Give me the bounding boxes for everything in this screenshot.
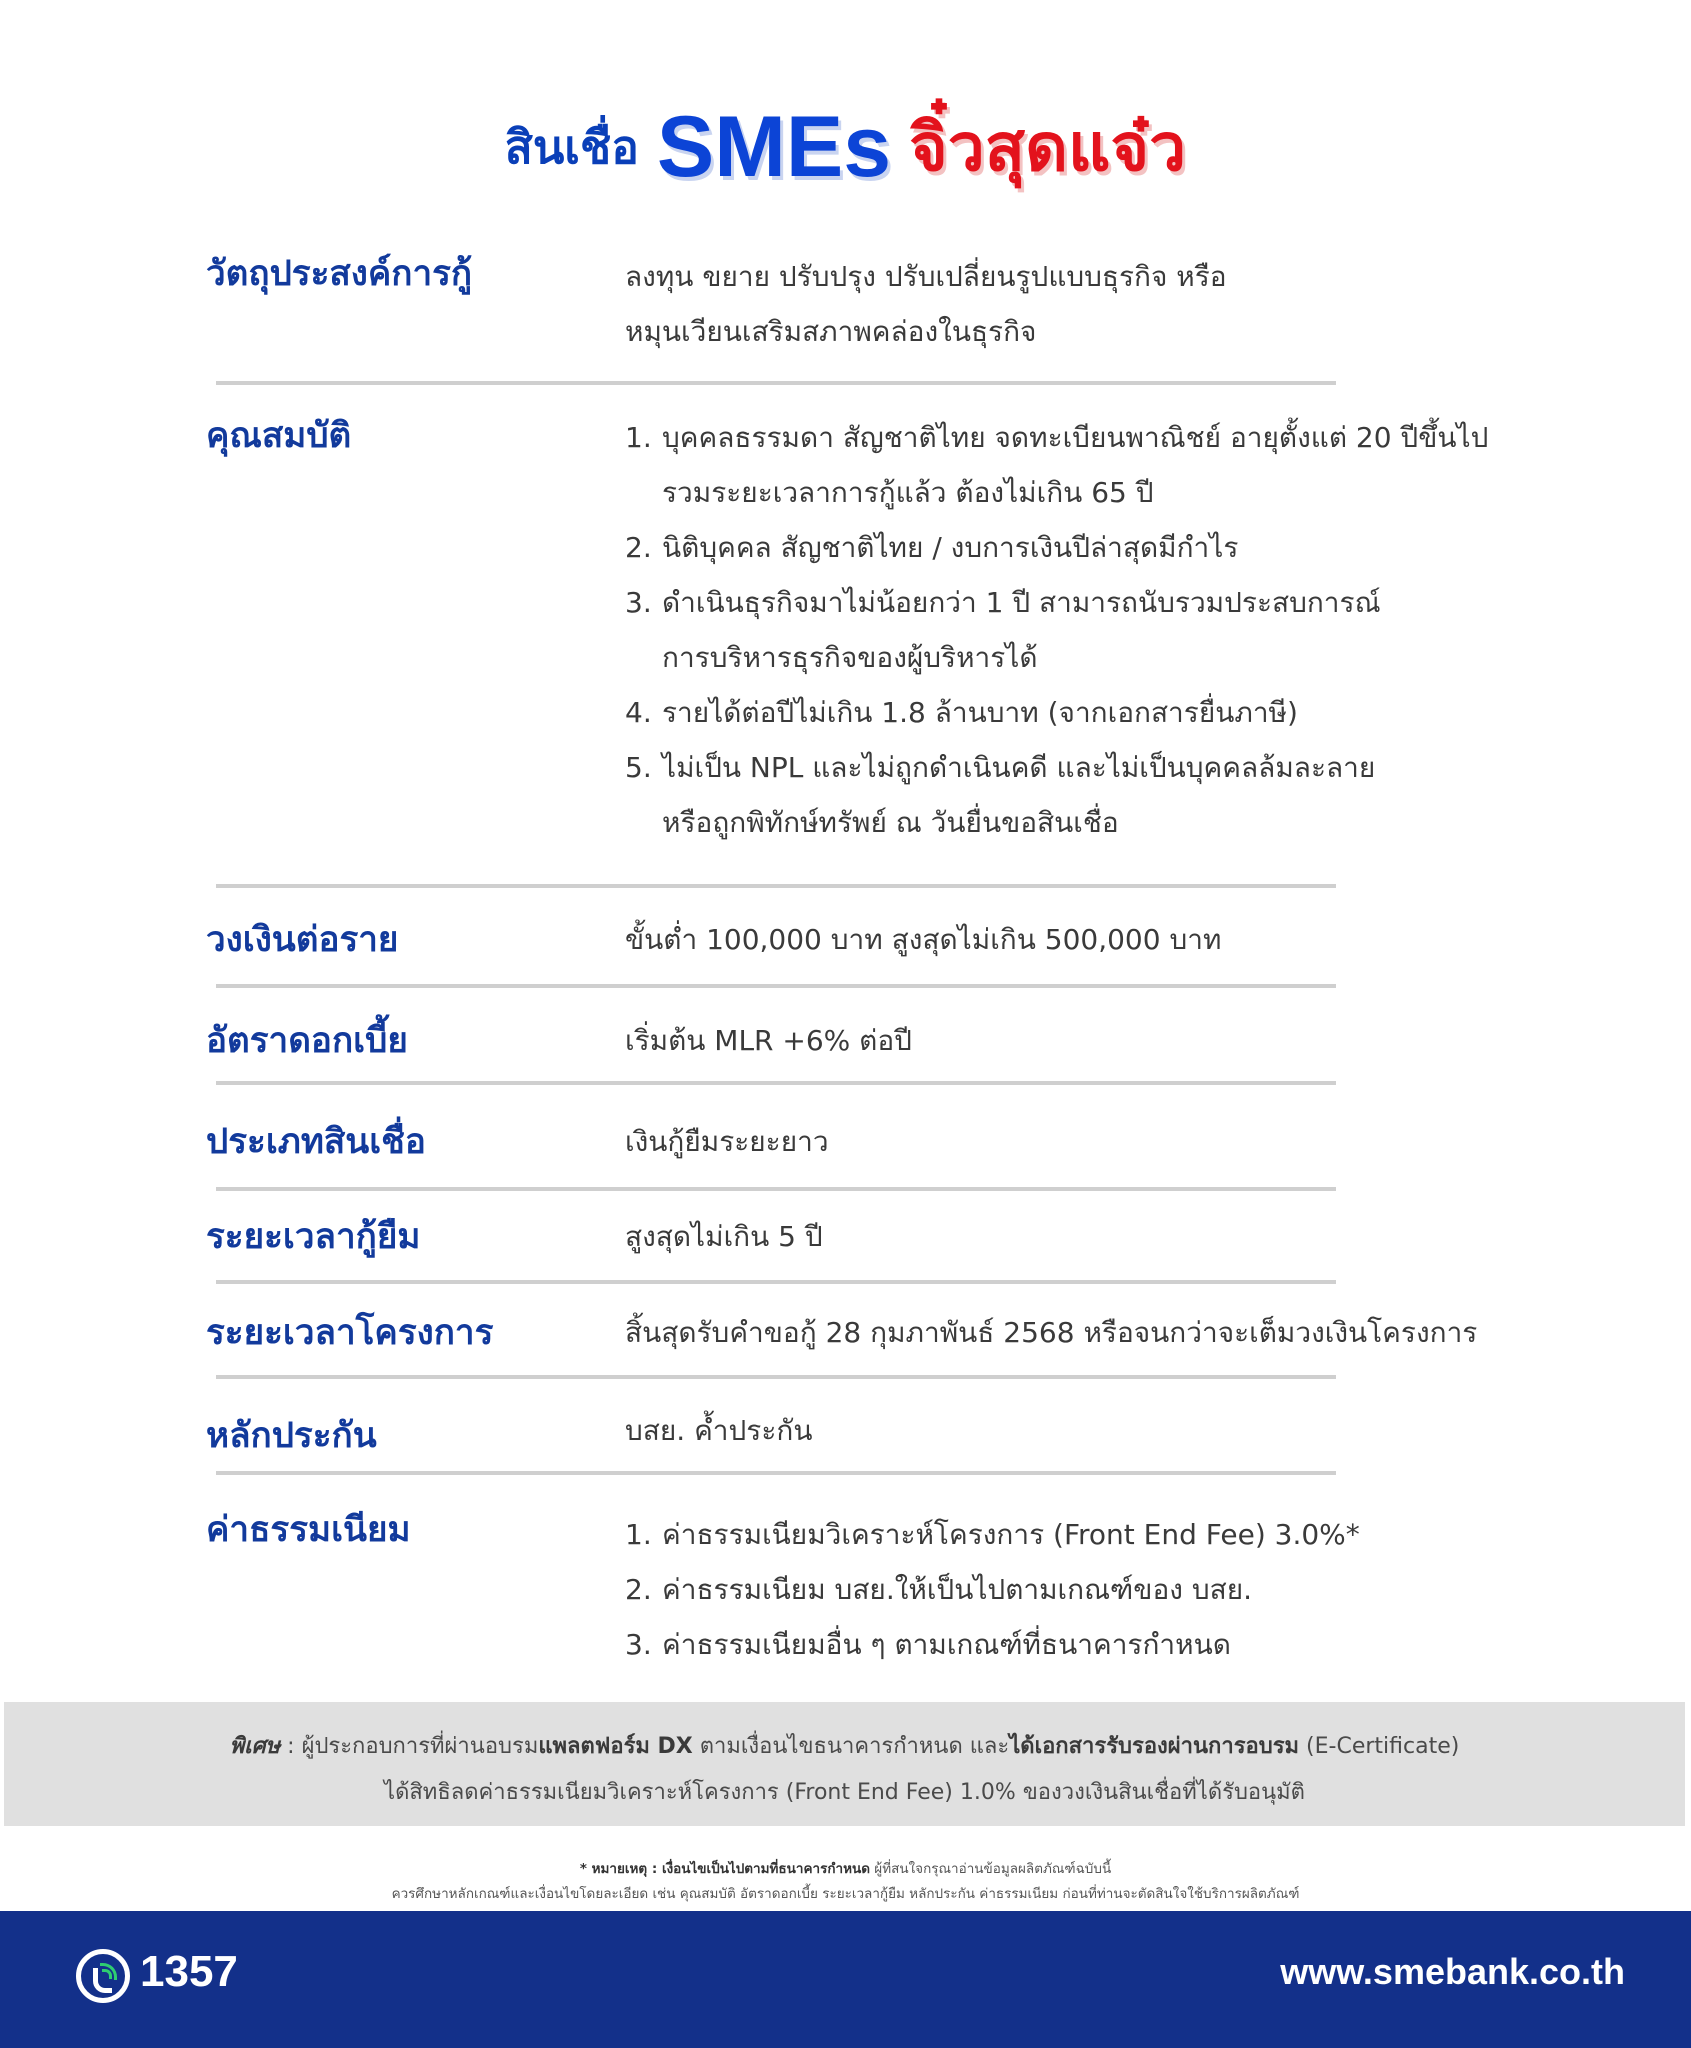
page-title [0,95,1691,200]
divider [216,1280,1336,1284]
item-line: ค่าธรรมเนียมวิเคราะห์โครงการ (Front End Fee) 3.0%* [662,1518,1360,1551]
divider [216,381,1336,385]
special-label: พิเศษ [229,1734,281,1759]
item-line: รายได้ต่อปีไม่เกิน 1.8 ล้านบาท (จากเอกสารยื่นภาษี) [662,696,1298,729]
item-line: การบริหารธุรกิจของผู้บริหารได้ [662,641,1038,674]
phone-call-icon [76,1949,130,2003]
item-line: ไม่เป็น NPL และไม่ถูกดำเนินคดี และไม่เป็นบุคคลล้มละลาย [662,751,1376,784]
title-smes: SMEs [656,99,892,195]
footnote-line-1 [0,1857,1691,1879]
value-collateral: บสย. ค้ำประกัน [625,1414,813,1447]
divider [216,984,1336,988]
value-fees [625,1507,1360,1672]
item-number: 1. [625,1518,652,1551]
divider [216,884,1336,888]
divider [216,1471,1336,1475]
label-fees: ค่าธรรมเนียม [206,1510,411,1550]
item-line: นิติบุคคล สัญชาติไทย / งบการเงินปีล่าสุดมีกำไร [662,531,1239,564]
value-project-period: สิ้นสุดรับคำขอกู้ 28 กุมภาพันธ์ 2568 หรือจนกว่าจะเต็มวงเงินโครงการ [625,1316,1478,1349]
item-number: 2. [625,531,652,564]
divider [216,1187,1336,1191]
footnote-text: ผู้ที่สนใจกรุณาอ่านข้อมูลผลิตภัณฑ์ฉบับนี้ [870,1861,1112,1877]
special-bold-text: แพลตฟอร์ม DX [538,1734,693,1759]
item-line: ดำเนินธุรกิจมาไม่น้อยกว่า 1 ปี สามารถนับรวมประสบการณ์ [662,586,1381,619]
label-qualifications: คุณสมบัติ [206,416,352,456]
item-number: 2. [625,1573,652,1606]
label-loan-purpose: วัตถุประสงค์การกู้ [206,254,473,294]
title-tagline: จิ๋วสุดแจ๋ว [909,109,1187,186]
special-text: ผู้ประกอบการที่ผ่านอบรม [301,1734,539,1759]
label-interest-rate: อัตราดอกเบี้ย [206,1021,408,1061]
divider [216,1375,1336,1379]
item-number: 4. [625,696,652,729]
label-loan-term: ระยะเวลากู้ยืม [206,1217,421,1257]
list-item [625,740,1488,850]
list-item [625,1507,1360,1562]
value-loan-term: สูงสุดไม่เกิน 5 ปี [625,1220,823,1253]
list-item [625,520,1488,575]
special-separator: : [280,1734,302,1759]
special-offer-box [4,1702,1685,1826]
list-item [625,1562,1360,1617]
item-number: 5. [625,751,652,784]
special-bold-text: ได้เอกสารรับรองผ่านการอบรม [1009,1734,1300,1759]
item-line: บุคคลธรรมดา สัญชาติไทย จดทะเบียนพาณิชย์ อายุตั้งแต่ 20 ปีขึ้นไป [662,421,1489,454]
item-line: ค่าธรรมเนียมอื่น ๆ ตามเกณฑ์ที่ธนาคารกำหนด [662,1628,1231,1661]
hotline-number[interactable]: 1357 [140,1947,238,1996]
handset-shape [93,1968,112,1993]
label-collateral: หลักประกัน [206,1416,377,1456]
value-line: ลงทุน ขยาย ปรับปรุง ปรับเปลี่ยนรูปแบบธุรกิจ หรือ [625,260,1227,293]
divider [216,1081,1336,1085]
value-line: หมุนเวียนเสริมสภาพคล่องในธุรกิจ [625,315,1037,348]
item-number: 1. [625,421,652,454]
item-line: ค่าธรรมเนียม บสย.ให้เป็นไปตามเกณฑ์ของ บสย. [662,1573,1252,1606]
item-line: หรือถูกพิทักษ์ทรัพย์ ณ วันยื่นขอสินเชื่อ [662,806,1119,839]
footnote-bold: * หมายเหตุ : เงื่อนไขเป็นไปตามที่ธนาคารกำหนด [579,1861,870,1877]
value-loan-purpose [625,249,1227,359]
label-project-period: ระยะเวลาโครงการ [206,1313,494,1353]
list-item [625,575,1488,685]
value-loan-type: เงินกู้ยืมระยะยาว [625,1125,829,1158]
item-number: 3. [625,586,652,619]
list-item [625,1617,1360,1672]
value-interest-rate: เริ่มต้น MLR +6% ต่อปี [625,1024,912,1057]
label-loan-type: ประเภทสินเชื่อ [206,1122,426,1162]
value-credit-limit: ขั้นต่ำ 100,000 บาท สูงสุดไม่เกิน 500,000 บาท [625,923,1222,956]
special-text: ตามเงื่อนไขธนาคารกำหนด และ [692,1734,1010,1759]
item-number: 3. [625,1628,652,1661]
list-item [625,410,1488,520]
footer-bar [0,1911,1691,2048]
special-text: (E-Certificate) [1299,1734,1460,1759]
title-prefix: สินเชื่อ [504,120,639,174]
website-link[interactable]: www.smebank.co.th [1280,1951,1625,1992]
item-line: รวมระยะเวลาการกู้แล้ว ต้องไม่เกิน 65 ปี [662,476,1154,509]
footnote-line-2: ควรศึกษาหลักเกณฑ์และเงื่อนไขโดยละเอียด เช่น คุณสมบัติ อัตราดอกเบี้ย ระยะเวลากู้ยืม หลักประกัน ค่าธรรมเนียม ก่อนที่ท่านจะตัดสินใจใช้บริการผลิตภัณฑ์ [391,1886,1300,1902]
value-qualifications [625,410,1488,850]
special-line-2: ได้สิทธิลดค่าธรรมเนียมวิเคราะห์โครงการ (Front End Fee) 1.0% ของวงเงินสินเชื่อที่ได้รับอนุมัติ [384,1780,1305,1805]
list-item [625,685,1488,740]
special-line-1 [4,1728,1685,1763]
label-credit-limit: วงเงินต่อราย [206,920,399,960]
